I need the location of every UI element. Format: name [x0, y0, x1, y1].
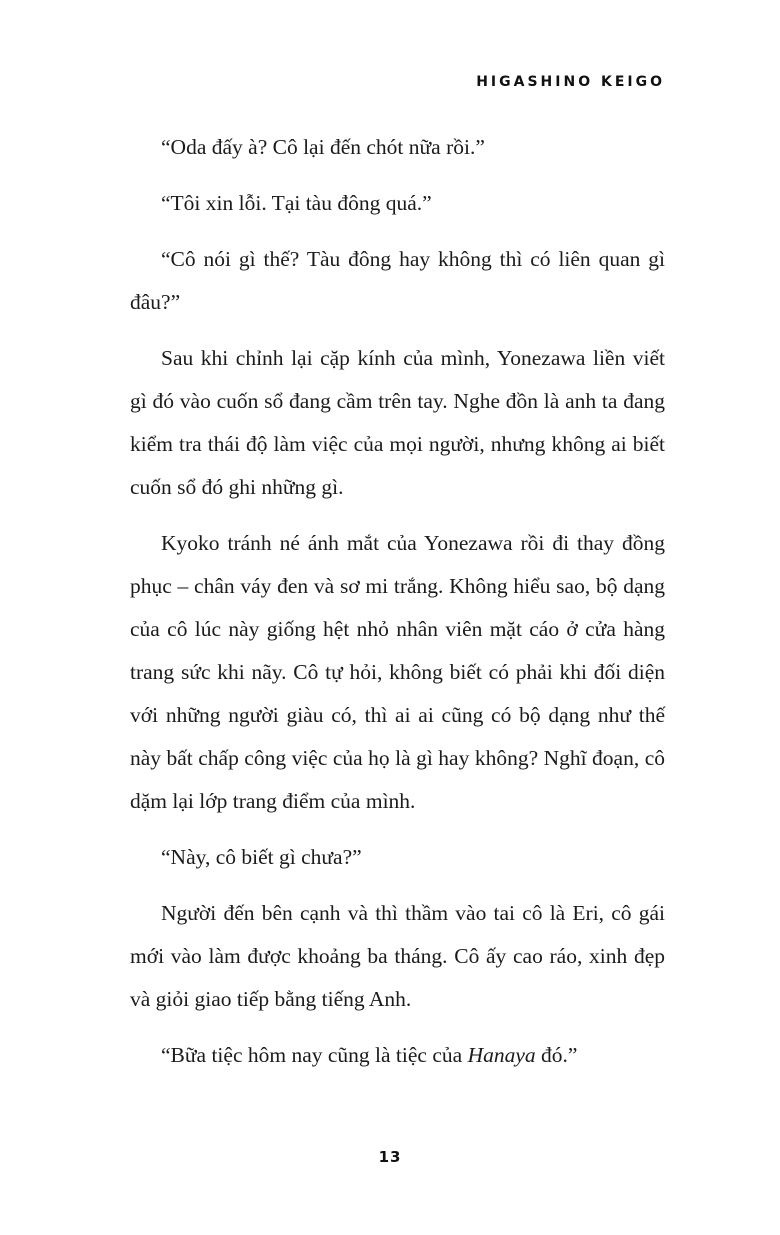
paragraph-dialogue-1: “Oda đấy à? Cô lại đến chót nữa rồi.” — [161, 135, 485, 159]
paragraph-narrative-2: Kyoko tránh né ánh mắt của Yonezawa rồi đi thay đồng phục – chân váy đen và sơ mi trắng. Không hiểu sao, bộ dạng của cô lúc này giống hệt nhỏ nhân viên mặt cáo ở cửa hàng trang sức khi nãy. Cô tự hỏi, không biết có phải khi đối diện với những người giàu có, thì ai ai cũng có bộ dạng như thế này bất chấp công việc của họ là gì hay không? Nghĩ đoạn, cô dặm lại lớp trang điểm của mình. — [130, 531, 665, 813]
paragraph-narrative-3: Người đến bên cạnh và thì thầm vào tai cô là Eri, cô gái mới vào làm được khoảng ba tháng. Cô ấy cao ráo, xinh đẹp và giỏi giao tiếp bằng tiếng Anh. — [130, 901, 665, 1011]
page-header — [130, 74, 665, 90]
paragraph-dialogue-4: “Này, cô biết gì chưa?” — [161, 845, 362, 869]
paragraph-dialogue-2: “Tôi xin lỗi. Tại tàu đông quá.” — [161, 191, 432, 215]
final-paragraph-before: “Bữa tiệc hôm nay cũng là tiệc của — [161, 1043, 468, 1067]
page-footer — [0, 1148, 780, 1167]
paragraph-dialogue-3: “Cô nói gì thế? Tàu đông hay không thì có liên quan gì đâu?” — [130, 247, 665, 314]
page-number: 13 — [378, 1148, 402, 1166]
author-running-head: HIGASHINO KEIGO — [476, 74, 665, 90]
paragraph-narrative-1: Sau khi chỉnh lại cặp kính của mình, Yonezawa liền viết gì đó vào cuốn sổ đang cầm trên tay. Nghe đồn là anh ta đang kiểm tra thái độ làm việc của mọi người, nhưng không ai biết cuốn sổ đó ghi những gì. — [130, 346, 665, 499]
page-body — [130, 126, 665, 1090]
final-paragraph-italic-title: Hanaya — [467, 1043, 536, 1067]
paragraph-dialogue-5 — [130, 1034, 665, 1077]
final-paragraph-after: đó.” — [535, 1043, 578, 1067]
